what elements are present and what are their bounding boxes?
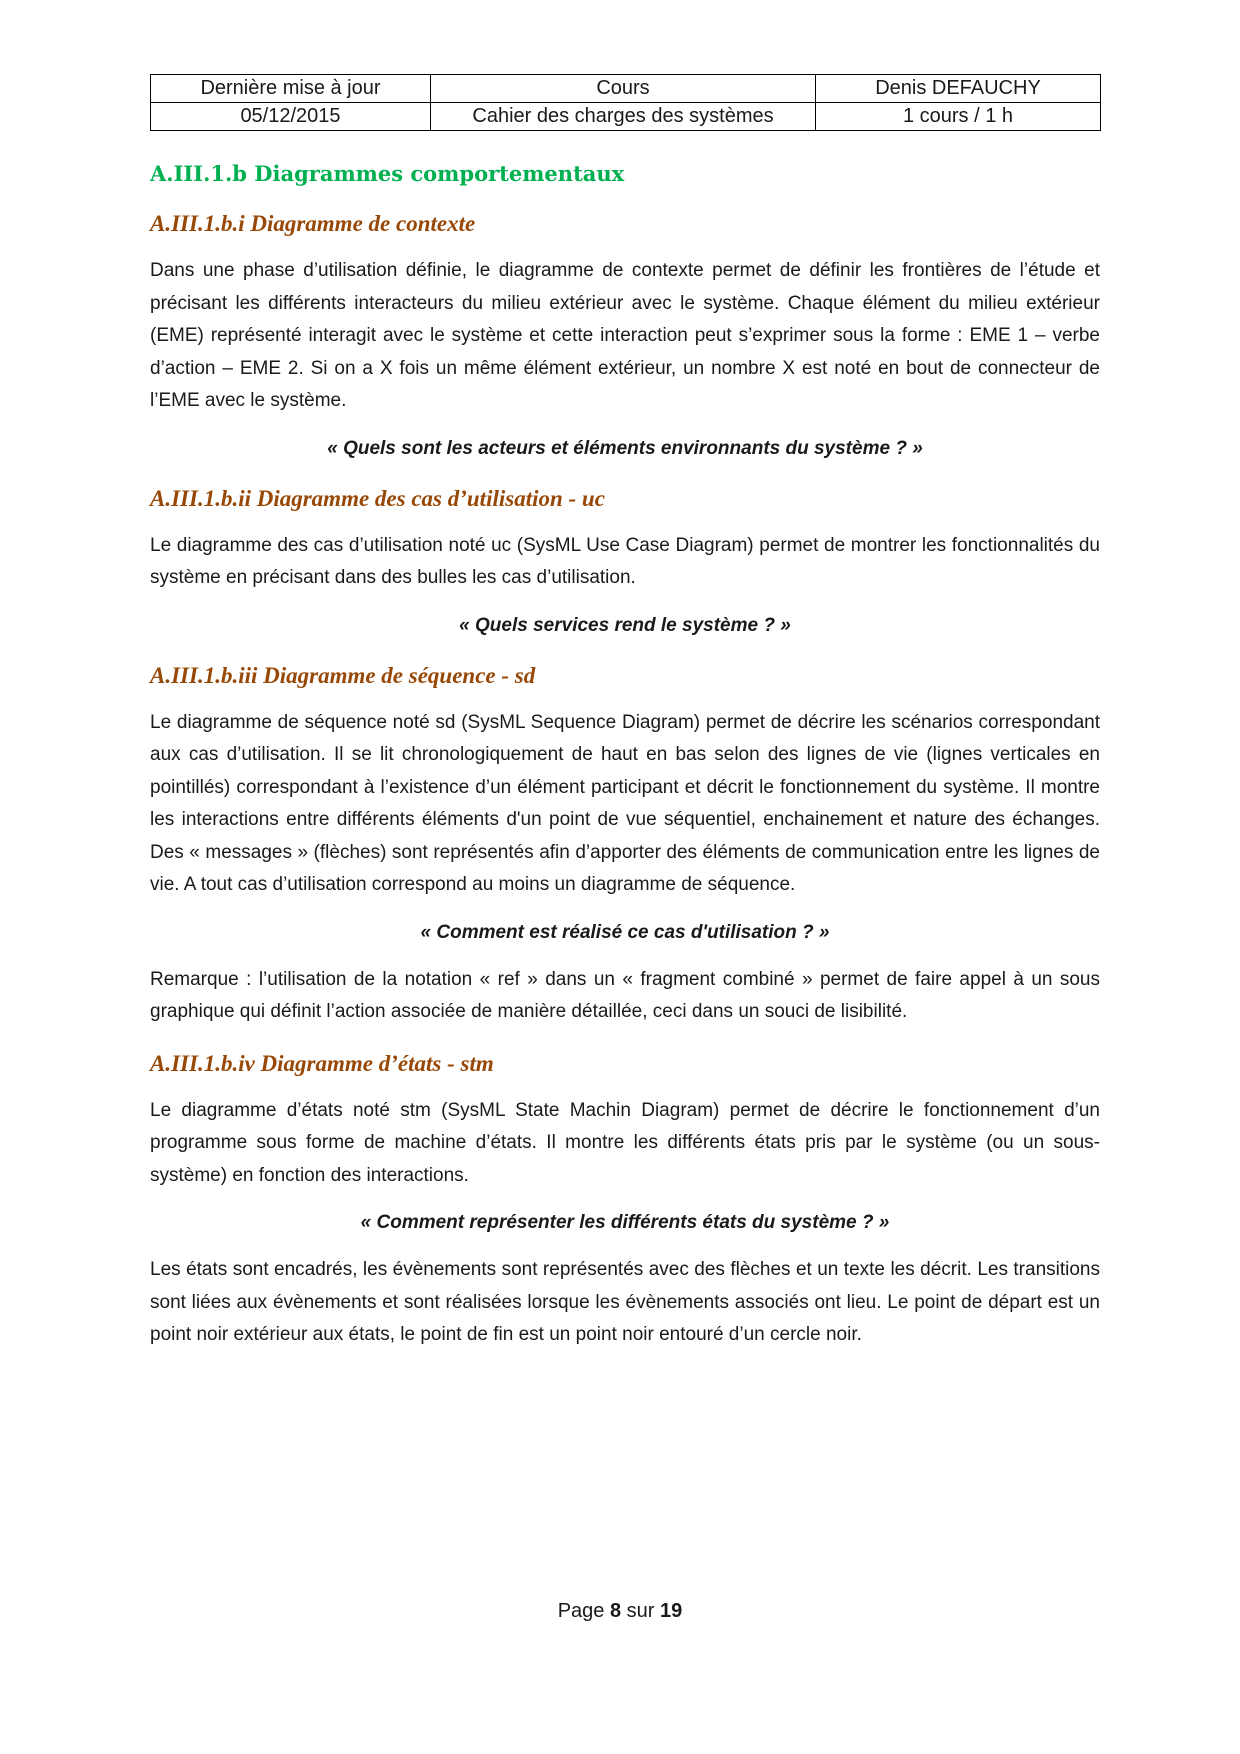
document-page [150, 74, 1100, 1352]
subsection-title-use-case: A.III.1.b.ii Diagramme des cas d’utilisation - uc [150, 485, 605, 511]
header-course-title: Cahier des charges des systèmes [431, 103, 816, 131]
subsection-body-sequence: Le diagramme de séquence noté sd (SysML Sequence Diagram) permet de décrire les scénarios correspondant aux cas d’utilisation. Il se lit chronologiquement de haut en bas selon des lignes de vie (lignes verticales en pointillés) correspondant à l’existence d’un élément participant et décrit le fonctionnement du système. Il montre les interactions entre différents éléments d'un point de vue séquentiel, enchainement et nature des échanges. Des « messages » (flèches) sont représentés afin d’apporter des éléments de communication entre les lignes de vie. A tout cas d’utilisation correspond au moins un diagramme de séquence. [150, 711, 1100, 895]
subsection-question-state: « Comment représenter les différents états du système ? » [360, 1212, 890, 1233]
subsection-title-sequence: A.III.1.b.iii Diagramme de séquence - sd [150, 662, 536, 688]
footer-page-number: 8 [609, 1600, 622, 1622]
header-row-2 [151, 103, 1101, 131]
header-type-label: Cours [431, 75, 816, 103]
footer-middle: sur [626, 1600, 655, 1622]
subsection-title-state: A.III.1.b.iv Diagramme d’états - stm [150, 1050, 494, 1076]
subsection-question-sequence: « Comment est réalisé ce cas d'utilisation ? » [420, 921, 830, 943]
subsection-body-use-case: Le diagramme des cas d’utilisation noté uc (SysML Use Case Diagram) permet de montrer les fonctionnalités du système en précisant dans des bulles les cas d’utilisation. [150, 534, 1100, 588]
footer-page-total: 19 [660, 1600, 683, 1622]
header-table [150, 74, 1101, 131]
section-title: A.III.1.b Diagrammes comportementaux [150, 161, 625, 186]
header-row-1 [151, 75, 1101, 103]
subsection-title-context: A.III.1.b.i Diagramme de contexte [150, 211, 476, 236]
header-duration: 1 cours / 1 h [816, 103, 1101, 131]
subsection-question-context: « Quels sont les acteurs et éléments environnants du système ? » [327, 437, 923, 459]
footer-prefix: Page [557, 1600, 605, 1622]
subsection-question-use-case: « Quels services rend le système ? » [459, 614, 791, 636]
header-last-update-label: Dernière mise à jour [151, 75, 431, 103]
subsection-remark-sequence: Remarque : l’utilisation de la notation « ref » dans un « fragment combiné » permet de faire appel à un sous graphique qui définit l’action associée de manière détaillée, ceci dans un souci de lisibilité. [150, 968, 1100, 1022]
header-author: Denis DEFAUCHY [816, 75, 1101, 103]
subsection-body-state: Le diagramme d’états noté stm (SysML State Machin Diagram) permet de décrire le fonctionnement d’un programme sous forme de machine d’états. Il montre les différents états pris par le système (ou un sous-système) en fonction des interactions. [150, 1099, 1100, 1186]
subsection-after-state: Les états sont encadrés, les évènements sont représentés avec des flèches et un texte les décrit. Les transitions sont liées aux évènements et sont réalisées lorsque les évènements associés ont lieu. Le point de départ est un point noir extérieur aux états, le point de fin est un point noir entouré d’un cercle noir. [150, 1259, 1100, 1345]
header-date: 05/12/2015 [151, 103, 431, 131]
page-footer [0, 1600, 1240, 1623]
subsection-body-context: Dans une phase d’utilisation définie, le diagramme de contexte permet de définir les frontières de l’étude et précisant les différents interacteurs du milieu extérieur avec le système. Chaque élément du milieu extérieur (EME) représenté interagit avec le système et cette interaction peut s’exprimer sous la forme : EME 1 – verbe d’action – EME 2. Si on a X fois un même élément extérieur, un nombre X est noté en bout de connecteur de l’EME avec le système. [150, 260, 1100, 411]
